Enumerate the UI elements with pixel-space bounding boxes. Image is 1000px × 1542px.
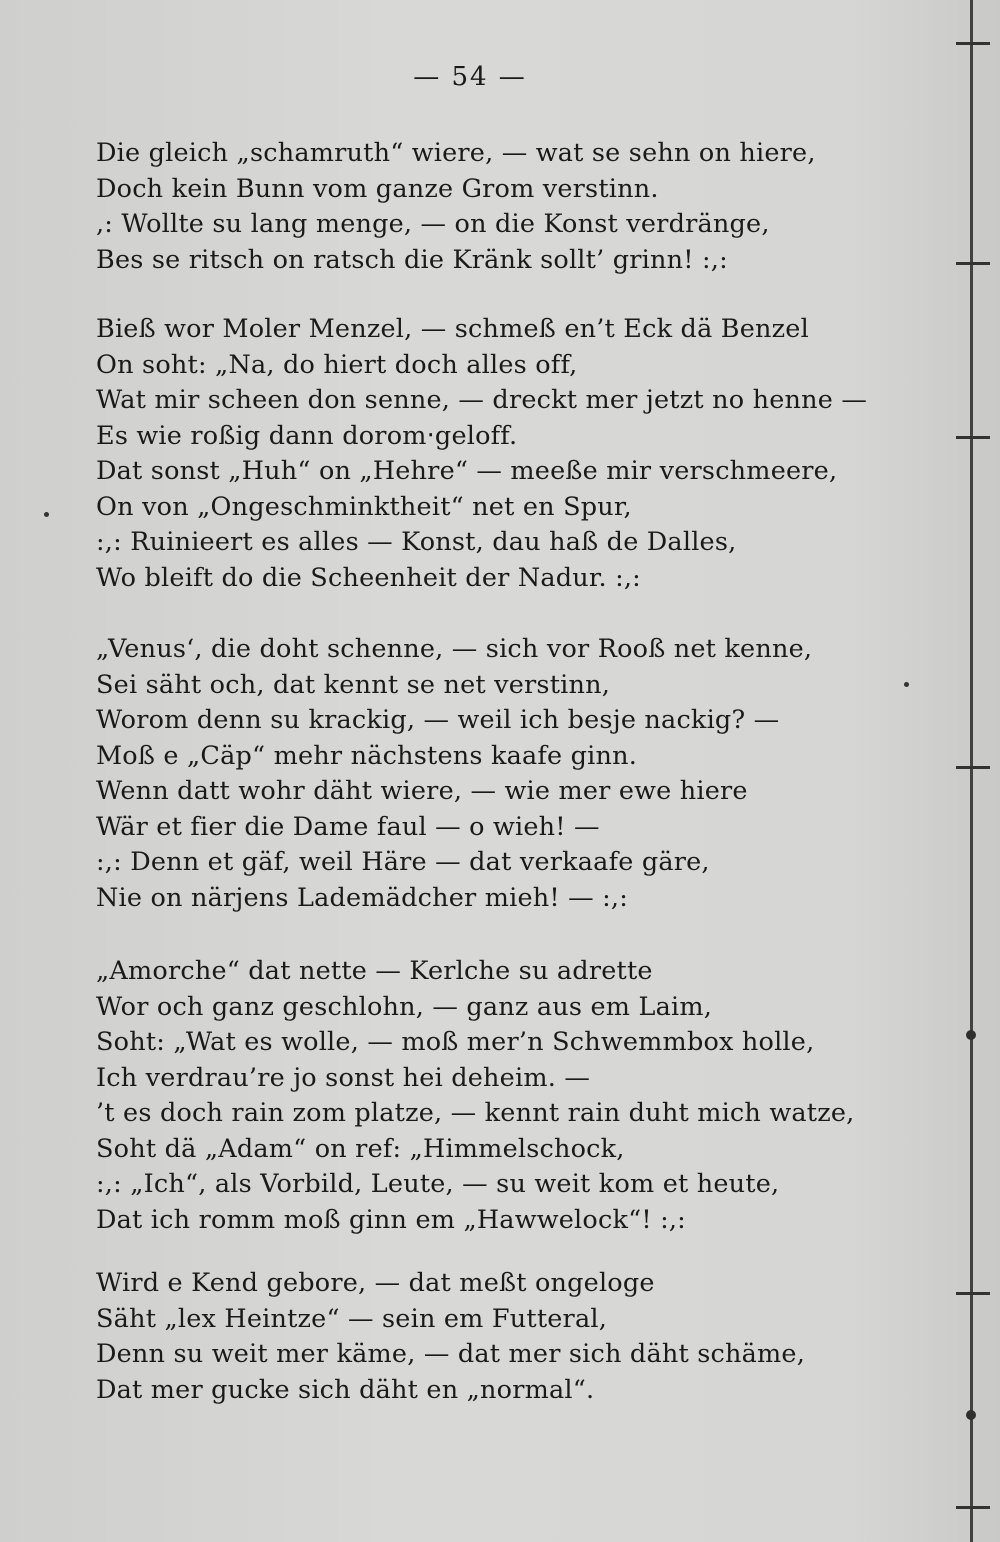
verse-line: Bes se ritsch on ratsch die Kränk sollt’ grinn! :,: bbox=[96, 244, 728, 275]
verse-line: Dat mer gucke sich däht en „normal“. bbox=[96, 1374, 595, 1405]
verse-line: Denn su weit mer käme, — dat mer sich däht schäme, bbox=[96, 1339, 806, 1369]
verse-line: „Venus‘, die doht schenne, — sich vor Rooß net kenne, bbox=[96, 634, 813, 664]
verse-line: Wor och ganz geschlohn, — ganz aus em Laim, bbox=[96, 991, 713, 1022]
binding-stitch bbox=[956, 1292, 990, 1295]
binding-stitch-mark bbox=[966, 1410, 976, 1420]
verse-line: Wird e Kend gebore, — dat meßt ongeloge bbox=[96, 1268, 655, 1298]
stanza-5 bbox=[96, 1266, 876, 1408]
stanza-3 bbox=[96, 632, 876, 916]
verse-line: Die gleich „schamruth“ wiere, — wat se sehn on hiere, bbox=[96, 138, 816, 168]
binding-stitch bbox=[956, 262, 990, 265]
verse-line: Doch kein Bunn vom ganze Grom verstinn. bbox=[96, 173, 659, 204]
verse-line: „Amorche“ dat nette — Kerlche su adrette bbox=[96, 956, 653, 986]
verse-line: :,: Denn et gäf, weil Häre — dat verkaafe gäre, bbox=[96, 847, 710, 877]
verse-line: On soht: „Na, do hiert doch alles off, bbox=[96, 349, 578, 380]
verse-line: Es wie roßig dann dorom‧geloff. bbox=[96, 420, 518, 451]
verse-line: Bieß wor Moler Menzel, — schmeß en’t Eck dä Benzel bbox=[96, 314, 809, 344]
verse-line: Wo bleift do die Scheenheit der Nadur. :,: bbox=[96, 562, 641, 593]
stanza-1 bbox=[96, 136, 876, 278]
binding-spine-line bbox=[970, 0, 973, 1542]
binding-stitch bbox=[956, 436, 990, 439]
verse-line: On von „Ongeschminktheit“ net en Spur, bbox=[96, 491, 632, 522]
verse-line: Ich verdrau’re jo sonst hei deheim. — bbox=[96, 1062, 591, 1093]
verse-line: Nie on närjens Lademädcher mieh! — :,: bbox=[96, 882, 629, 913]
verse-line: Soht dä „Adam“ on ref: „Himmelschock, bbox=[96, 1133, 625, 1164]
binding-stitch-mark bbox=[966, 1030, 976, 1040]
verse-line: Wat mir scheen don senne, — dreckt mer jetzt no henne — bbox=[96, 385, 868, 415]
page-number: — 54 — bbox=[413, 62, 527, 92]
verse-line: Soht: „Wat es wolle, — moß mer’n Schwemmbox holle, bbox=[96, 1027, 815, 1057]
verse-line: Dat ich romm moß ginn em „Hawwelock“! :,: bbox=[96, 1204, 686, 1235]
verse-line: ’t es doch rain zom platze, — kennt rain duht mich watze, bbox=[96, 1098, 855, 1128]
stanza-4 bbox=[96, 954, 876, 1238]
binding-stitch bbox=[956, 1506, 990, 1509]
verse-line: Worom denn su krackig, — weil ich besje nackig? — bbox=[96, 705, 780, 735]
verse-line: Moß e „Cäp“ mehr nächstens kaafe ginn. bbox=[96, 740, 638, 771]
paper-speck bbox=[904, 682, 909, 687]
paper-speck bbox=[44, 512, 49, 517]
verse-line: Sei säht och, dat kennt se net verstinn, bbox=[96, 669, 611, 700]
stanza-2 bbox=[96, 312, 876, 596]
binding-stitch bbox=[956, 766, 990, 769]
verse-line: :,: Ruinieert es alles — Konst, dau haß de Dalles, bbox=[96, 527, 737, 557]
verse-line: Dat sonst „Huh“ on „Hehre“ — meeße mir verschmeere, bbox=[96, 456, 838, 486]
verse-line: Säht „lex Heintze“ — sein em Futteral, bbox=[96, 1303, 608, 1334]
verse-line: Wenn datt wohr däht wiere, — wie mer ewe hiere bbox=[96, 776, 748, 806]
verse-line: Wär et fier die Dame faul — o wieh! — bbox=[96, 811, 600, 842]
verse-line: :,: „Ich“, als Vorbild, Leute, — su weit kom et heute, bbox=[96, 1169, 780, 1199]
verse-line: ,: Wollte su lang menge, — on die Konst verdränge, bbox=[96, 209, 770, 239]
binding-stitch bbox=[956, 42, 990, 45]
